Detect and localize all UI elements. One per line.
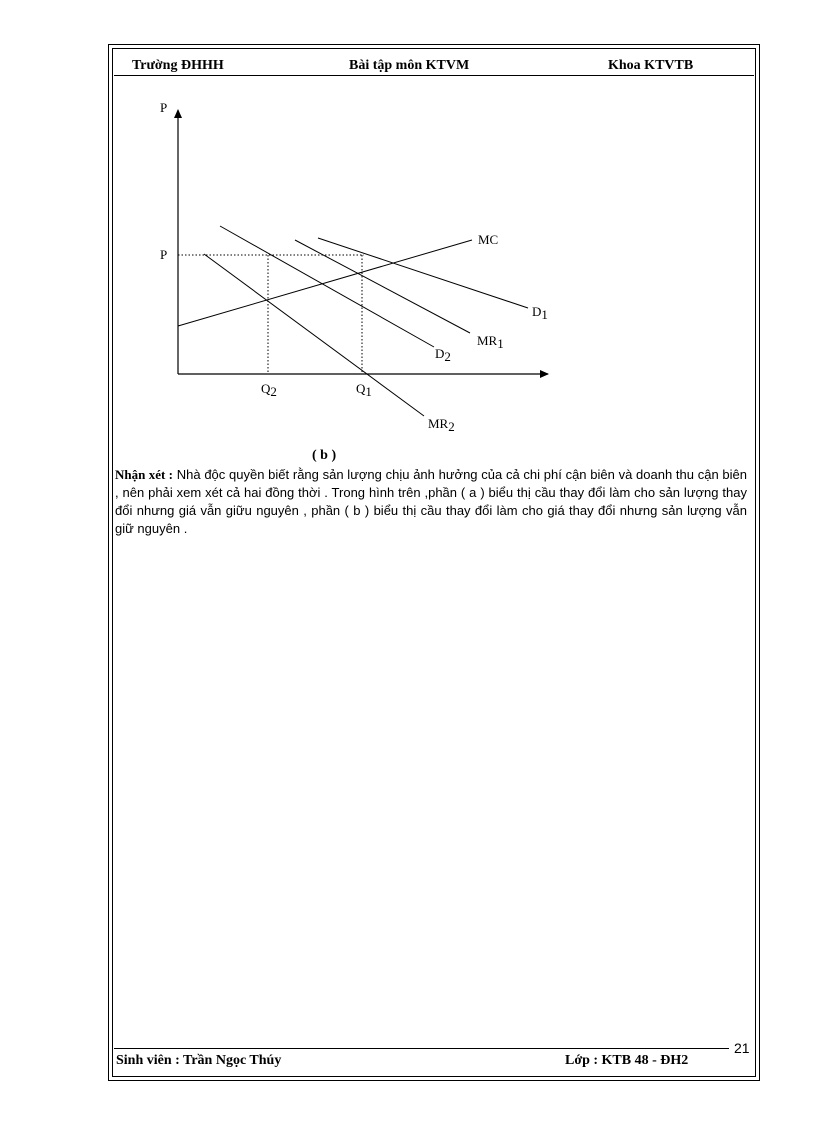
y-axis-label: P bbox=[160, 100, 168, 115]
header-title: Bài tập môn KTVM bbox=[349, 58, 470, 73]
body-lead: Nhận xét : bbox=[115, 467, 174, 482]
d2-label: D2 bbox=[435, 346, 451, 364]
mr2-label: MR2 bbox=[428, 416, 455, 434]
footer-class: Lớp : KTB 48 - ĐH2 bbox=[565, 1053, 689, 1068]
footer-student: Sinh viên : Trần Ngọc Thúy bbox=[116, 1053, 282, 1068]
q1-tick-label: Q1 bbox=[356, 381, 372, 399]
page-number: 21 bbox=[734, 1040, 750, 1056]
price-label: P bbox=[160, 247, 168, 262]
body-paragraph bbox=[115, 466, 747, 538]
header-school: Trường ĐHHH bbox=[132, 58, 224, 73]
q2-tick-label: Q2 bbox=[261, 381, 277, 399]
mr1-curve bbox=[295, 240, 470, 333]
figure-caption: ( b ) bbox=[312, 448, 337, 463]
header-faculty: Khoa KTVTB bbox=[608, 58, 694, 73]
mc-curve bbox=[178, 240, 472, 326]
mr2-curve bbox=[204, 254, 424, 416]
mc-label: MC bbox=[478, 232, 499, 247]
mr1-label: MR1 bbox=[477, 333, 504, 351]
economics-graph bbox=[0, 0, 816, 460]
body-text: Nhà độc quyền biết rằng sản lượng chịu ảnh hưởng của cả chi phí cận biên và doanh thu cận biên , nên phải xem xét cả hai đồng thời . Trong hình trên ,phần ( a ) biểu thị cầu thay đổi làm cho sản lượng thay đổi nhưng giá vẫn giữu nguyên , phần ( b ) biểu thị cầu thay đổi làm cho giá thay đổi nhưng sản lượng vẫn giữ nguyên . bbox=[115, 467, 747, 536]
footer-rule bbox=[114, 1048, 729, 1049]
d2-curve bbox=[220, 226, 434, 347]
d1-curve bbox=[318, 238, 528, 308]
d1-label: D1 bbox=[532, 304, 548, 322]
